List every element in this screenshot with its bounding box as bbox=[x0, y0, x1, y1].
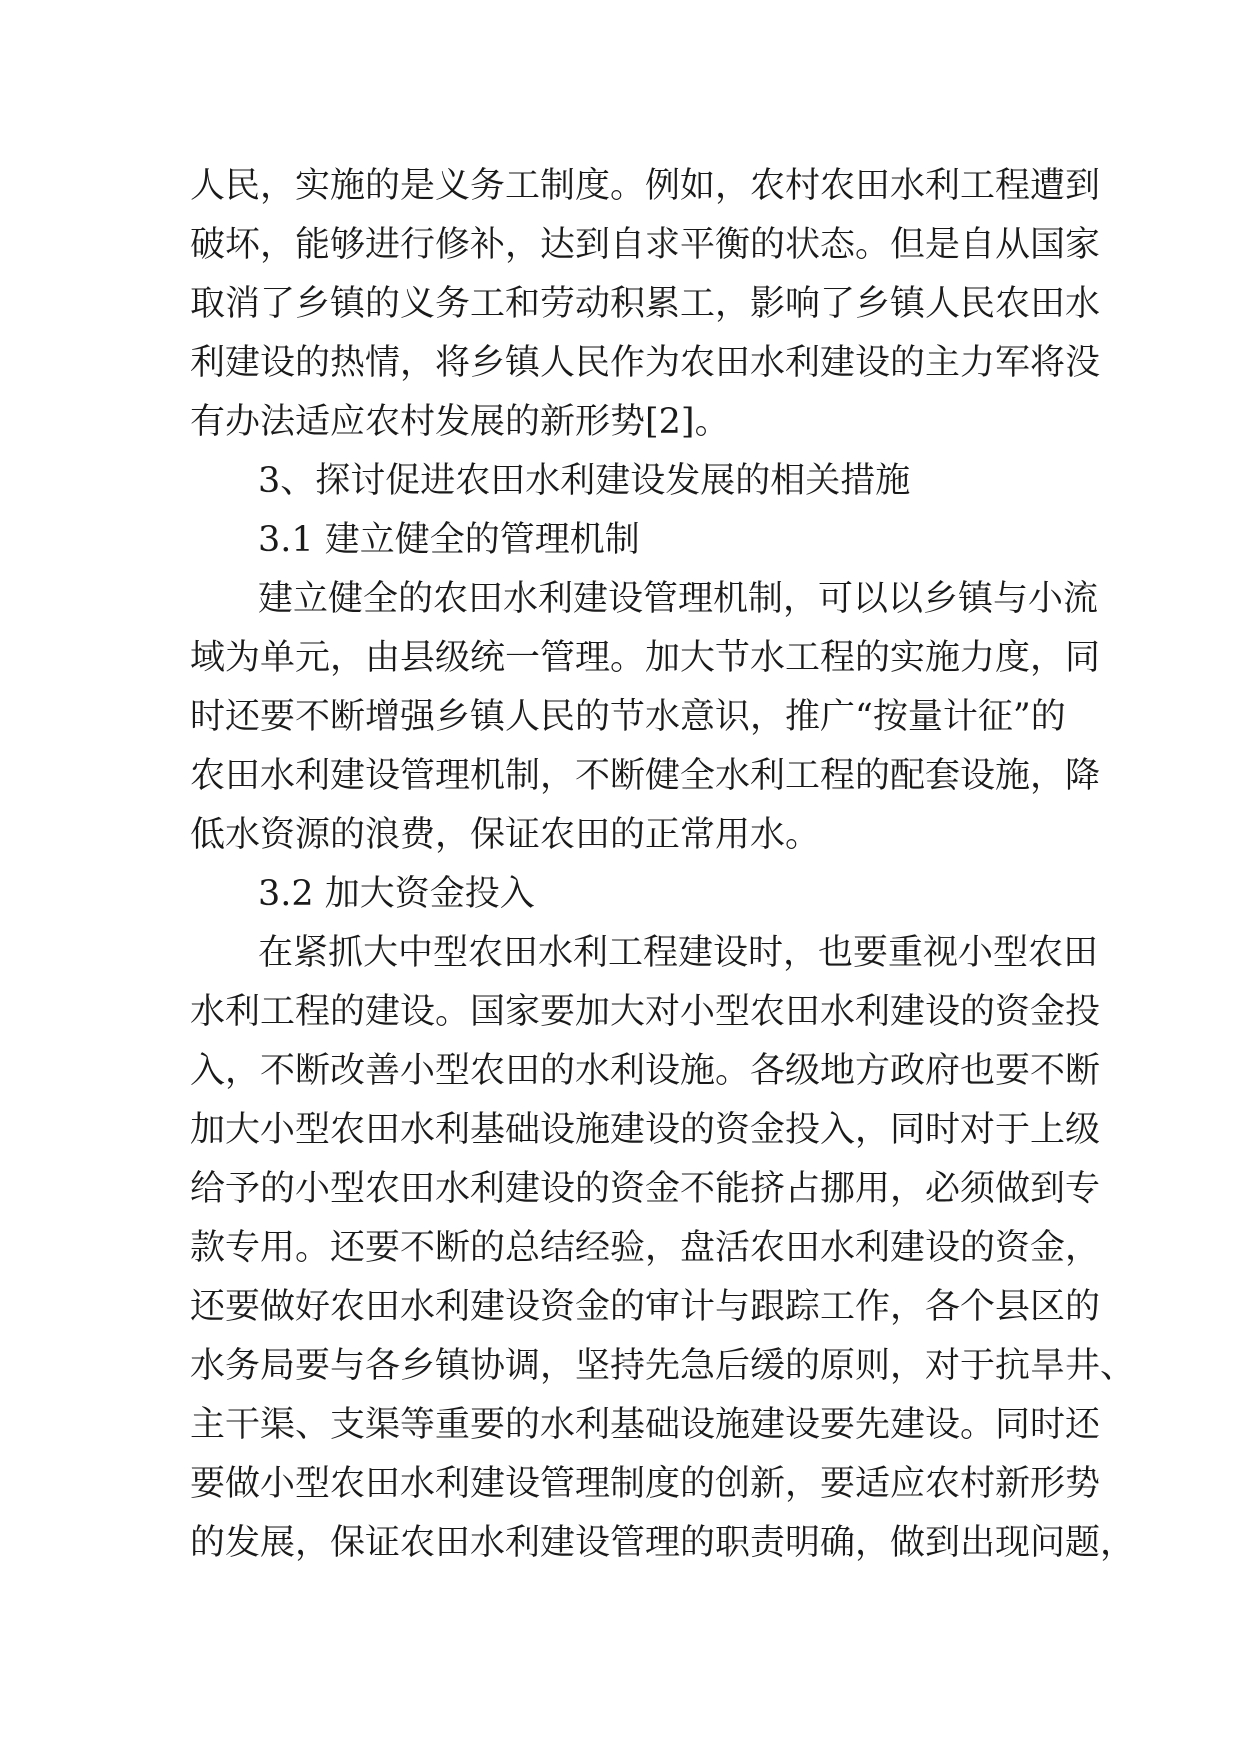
text-line: 水利工程的建设。国家要加大对小型农田水利建设的资金投 bbox=[190, 992, 1101, 1032]
text-line: 破坏，能够进行修补，达到自求平衡的状态。但是自从国家 bbox=[190, 225, 1101, 265]
text-line: 有办法适应农村发展的新形势[2]。 bbox=[190, 402, 730, 442]
text-line: 取消了乡镇的义务工和劳动积累工，影响了乡镇人民农田水 bbox=[190, 284, 1101, 324]
text-line: 水务局要与各乡镇协调，坚持先急后缓的原则，对于抗旱井、 bbox=[190, 1346, 1136, 1386]
text-line: 加大小型农田水利基础设施建设的资金投入，同时对于上级 bbox=[190, 1110, 1101, 1150]
text-line: 入，不断改善小型农田的水利设施。各级地方政府也要不断 bbox=[190, 1051, 1101, 1091]
text-line: 还要做好农田水利建设资金的审计与跟踪工作，各个县区的 bbox=[190, 1287, 1101, 1327]
subsection-heading: 3.2 加大资金投入 bbox=[258, 874, 535, 914]
text-line: 农田水利建设管理机制，不断健全水利工程的配套设施，降 bbox=[190, 756, 1101, 796]
text-line: 人民，实施的是义务工制度。例如，农村农田水利工程遭到 bbox=[190, 166, 1101, 206]
text-line: 利建设的热情，将乡镇人民作为农田水利建设的主力军将没 bbox=[190, 343, 1101, 383]
text-line: 给予的小型农田水利建设的资金不能挤占挪用，必须做到专 bbox=[190, 1169, 1101, 1209]
text-line: 域为单元，由县级统一管理。加大节水工程的实施力度，同 bbox=[190, 638, 1101, 678]
section-heading: 3、探讨促进农田水利建设发展的相关措施 bbox=[258, 461, 911, 501]
text-line: 要做小型农田水利建设管理制度的创新，要适应农村新形势 bbox=[190, 1464, 1101, 1504]
text-line: 低水资源的浪费，保证农田的正常用水。 bbox=[190, 815, 821, 855]
text-line: 时还要不断增强乡镇人民的节水意识，推广“按量计征”的 bbox=[190, 697, 1066, 737]
text-line: 在紧抓大中型农田水利工程建设时，也要重视小型农田 bbox=[258, 933, 1099, 973]
subsection-heading: 3.1 建立健全的管理机制 bbox=[258, 520, 640, 560]
text-line: 款专用。还要不断的总结经验，盘活农田水利建设的资金， bbox=[190, 1228, 1101, 1268]
text-line: 主干渠、支渠等重要的水利基础设施建设要先建设。同时还 bbox=[190, 1405, 1101, 1445]
text-line: 的发展，保证农田水利建设管理的职责明确，做到出现问题， bbox=[190, 1523, 1136, 1563]
text-line: 建立健全的农田水利建设管理机制，可以以乡镇与小流 bbox=[258, 579, 1099, 619]
